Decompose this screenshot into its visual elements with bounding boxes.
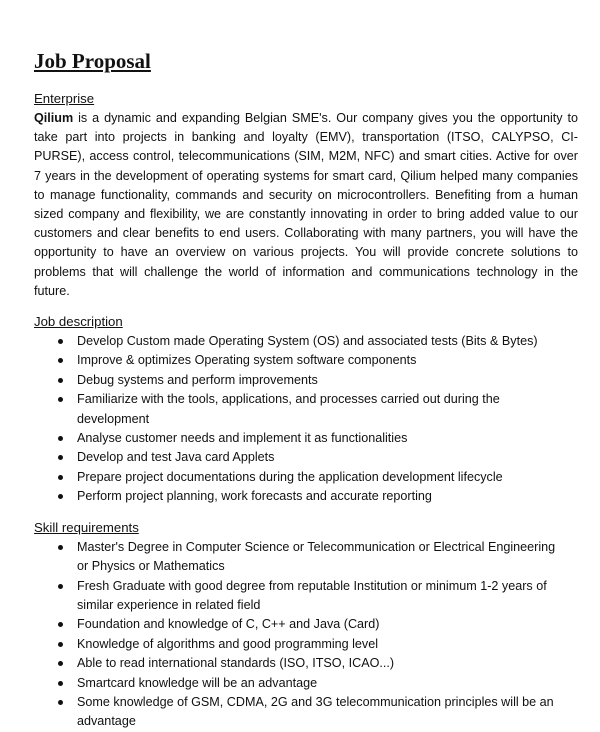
enterprise-paragraph	[34, 109, 578, 301]
job-description-item	[34, 332, 557, 351]
job-description-item	[34, 468, 557, 487]
bullet-icon	[58, 494, 63, 499]
bullet-icon	[58, 700, 63, 705]
item-text: Fresh Graduate with good degree from reputable Institution or minimum 1-2 years of similar experience in related field	[77, 578, 547, 612]
skill-item	[34, 615, 557, 634]
job-description-item	[34, 429, 557, 448]
skill-item	[34, 577, 557, 616]
bullet-icon	[58, 642, 63, 647]
skill-requirements-heading: Skill requirements	[34, 519, 139, 535]
item-text: Improve & optimizes Operating system software components	[77, 353, 417, 368]
bullet-icon	[58, 378, 63, 383]
item-text: Some knowledge of GSM, CDMA, 2G and 3G telecommunication principles will be an advantage	[77, 694, 554, 729]
job-description-list	[34, 332, 578, 507]
item-text: Knowledge of algorithms and good programming level	[77, 636, 379, 651]
bullet-icon	[58, 358, 63, 363]
bullet-icon	[58, 475, 63, 480]
item-text: Smartcard knowledge will be an advantage	[77, 675, 318, 690]
enterprise-heading: Enterprise	[34, 91, 95, 106]
skill-item	[34, 654, 557, 673]
company-name: Qilium	[34, 111, 74, 125]
bullet-icon	[58, 545, 63, 550]
item-text: Develop Custom made Operating System (OS) and associated tests (Bits & Bytes)	[77, 334, 538, 349]
job-description-item	[34, 351, 557, 370]
bullet-icon	[58, 681, 63, 686]
skill-item	[34, 674, 557, 693]
skill-item	[34, 693, 557, 732]
bullet-icon	[58, 622, 63, 627]
job-description-heading: Job description	[34, 314, 123, 330]
job-description-item	[34, 371, 557, 390]
skill-item	[34, 538, 557, 577]
skill-requirements-list	[34, 538, 578, 732]
item-text: Familiarize with the tools, applications, and processes carried out during the development	[77, 392, 500, 426]
item-text: Analyse customer needs and implement it as functionalities	[77, 431, 408, 446]
item-text: Develop and test Java card Applets	[77, 450, 275, 465]
bullet-icon	[58, 339, 63, 344]
item-text: Able to read international standards (ISO, ITSO, ICAO...)	[77, 656, 395, 671]
bullet-icon	[58, 661, 63, 666]
enterprise-text: is a dynamic and expanding Belgian SME's. Our company gives you the opportunity to take part into projects in banking and loyalty (EMV), transportation (ITSO, CALYPSO, CI-PURSE), access control, telecommunications (SIM, M2M, NFC) and smart cities. Active for over 7 years in the development of operating systems for smart card, Qilium helped many companies to manage functionality, commands and security on microcontrollers. Benefiting from a human sized company and flexibility, we are constantly innovating in order to bring added value to our customers and clear benefits to end users. Collaborating with many partners, you will have the opportunity to have an overview on various projects. You will provide concrete solutions to problems that will challenge the world of information and communications technology in the future.	[34, 111, 578, 298]
job-description-item	[34, 390, 557, 429]
item-text: Foundation and knowledge of C, C++ and Java (Card)	[77, 617, 380, 632]
bullet-icon	[58, 397, 63, 402]
item-text: Prepare project documentations during the application development lifecycle	[77, 469, 503, 484]
job-description-item	[34, 487, 557, 506]
bullet-icon	[58, 436, 63, 441]
bullet-icon	[58, 455, 63, 460]
item-text: Master's Degree in Computer Science or Telecommunication or Electrical Engineering or Physics or Mathematics	[77, 539, 556, 574]
item-text: Perform project planning, work forecasts and accurate reporting	[77, 489, 432, 504]
item-text: Debug systems and perform improvements	[77, 372, 318, 387]
job-description-item	[34, 448, 557, 467]
page-title: Job Proposal	[34, 49, 151, 73]
bullet-icon	[58, 584, 63, 589]
skill-item	[34, 635, 557, 654]
